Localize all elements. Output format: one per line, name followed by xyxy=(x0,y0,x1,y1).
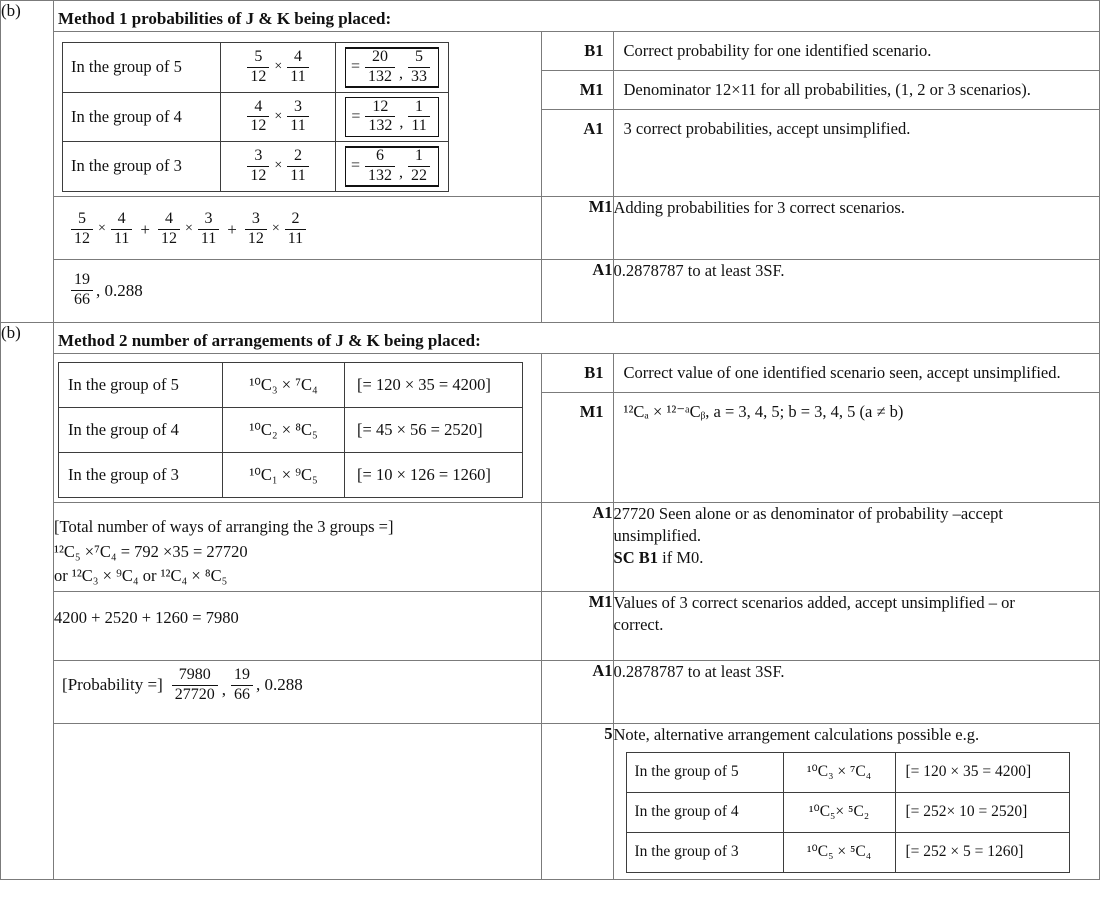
times-icon: × xyxy=(274,158,283,174)
denominator: 132 xyxy=(365,67,395,86)
mark-note: Correct probability for one identified scenario. xyxy=(614,32,1099,71)
group-label: In the group of 4 xyxy=(59,407,223,452)
comma: , xyxy=(399,163,404,181)
table-row xyxy=(626,792,1069,832)
times-icon: × xyxy=(274,59,283,75)
combination-value: [= 45 × 56 = 2520] xyxy=(345,407,523,452)
probability-result xyxy=(336,142,449,192)
denominator: 12 xyxy=(247,116,269,135)
table-row xyxy=(1,353,1100,502)
method2-heading: Method 2 number of arrangements of J & K being placed: xyxy=(58,330,481,350)
denominator: 11 xyxy=(198,229,219,248)
arrangements-sum-expression: 4200 + 2520 + 1260 = 7980 xyxy=(54,607,239,627)
mark-code: B1 xyxy=(542,32,612,71)
numerator: 3 xyxy=(254,147,263,165)
total-line-2: ¹²C₅ ×⁷C₄ = 792 ×35 = 27720 xyxy=(54,541,248,561)
numerator: 2 xyxy=(291,209,300,227)
mark-note-line: 27720 Seen alone or as denominator of probability –accept xyxy=(613,503,1003,523)
method1-notes-column xyxy=(613,32,1099,197)
times-icon: × xyxy=(98,221,106,237)
alternative-arrangements-table xyxy=(626,752,1070,873)
comma: , xyxy=(221,680,226,700)
sc-b1-rest: if M0. xyxy=(658,548,704,567)
probability-result xyxy=(336,43,449,93)
table-row xyxy=(1,322,1100,353)
comma: , xyxy=(399,64,404,82)
combination-expression: ¹⁰C₂ × ⁸C₅ xyxy=(223,407,345,452)
probability-lead-label: [Probability =] xyxy=(62,675,163,695)
total-arrangements-expression xyxy=(54,515,541,589)
question-label-2: (b) xyxy=(1,322,54,879)
numerator: 1 xyxy=(415,147,424,165)
numerator: 1 xyxy=(415,97,424,115)
method1-sum-cell xyxy=(54,196,542,259)
combination-value: [= 120 × 35 = 4200] xyxy=(895,752,1069,792)
total-line-3: or ¹²C₃ × ⁹C₄ or ¹²C₄ × ⁸C₅ xyxy=(54,566,228,586)
combination-expression: ¹⁰C₃ × ⁷C₄ xyxy=(783,752,895,792)
mark-code: M1 xyxy=(542,591,613,660)
combination-value: [= 252 × 5 = 1260] xyxy=(895,832,1069,872)
method1-probability-table xyxy=(62,42,449,192)
denominator: 11 xyxy=(287,166,308,185)
method2-sum-cell xyxy=(54,591,542,660)
combination-value: [= 252× 10 = 2520] xyxy=(895,792,1069,832)
group-label: In the group of 4 xyxy=(63,92,221,142)
mark-code: M1 xyxy=(542,71,612,110)
combination-expression: ¹⁰C₃ × ⁷C₄ xyxy=(223,362,345,407)
table-row xyxy=(1,1,1100,32)
table-row xyxy=(626,752,1069,792)
mark-note-block xyxy=(613,591,1099,660)
table-row xyxy=(1,32,1100,197)
group-label: In the group of 3 xyxy=(59,452,223,497)
denominator: 11 xyxy=(287,67,308,86)
plus-sign: + xyxy=(140,219,150,239)
times-icon: × xyxy=(271,221,280,237)
probability-product xyxy=(221,43,336,93)
group-label: In the group of 5 xyxy=(63,43,221,93)
table-row xyxy=(1,502,1100,591)
mark-code: M1 xyxy=(579,401,604,421)
group-label: In the group of 3 xyxy=(63,142,221,192)
numerator: 4 xyxy=(117,209,126,227)
combination-expression: ¹⁰C₅ × ⁵C₄ xyxy=(783,832,895,872)
combination-value: [= 10 × 126 = 1260] xyxy=(345,452,523,497)
numerator: 7980 xyxy=(178,665,211,683)
denominator: 33 xyxy=(408,67,430,86)
numerator: 6 xyxy=(376,147,385,165)
table-row xyxy=(1,196,1100,259)
decimal-value: , 0.288 xyxy=(96,280,143,300)
denominator: 12 xyxy=(71,229,93,248)
mark-note-line: unsimplified. xyxy=(613,525,702,545)
denominator: 12 xyxy=(158,229,180,248)
method1-working-cell xyxy=(54,32,542,197)
mark-code: M1 xyxy=(542,196,613,259)
numerator: 4 xyxy=(293,48,302,65)
mark-note-line xyxy=(614,547,1099,569)
mark-note: 3 correct probabilities, accept unsimplified. xyxy=(623,119,911,138)
mark-note-line: Values of 3 correct scenarios added, accept unsimplified – or xyxy=(613,592,1015,612)
method2-heading-cell xyxy=(54,322,1100,353)
decimal-value: , 0.288 xyxy=(256,675,303,695)
method2-arrangements-table xyxy=(58,362,523,498)
method2-working-cell xyxy=(54,353,542,502)
numerator: 20 xyxy=(372,48,389,65)
denominator: 22 xyxy=(408,166,430,185)
mark-code: A1 xyxy=(542,660,613,723)
final-probability-expression xyxy=(54,661,541,704)
denominator: 12 xyxy=(247,166,269,185)
group-label: In the group of 5 xyxy=(626,752,783,792)
table-row xyxy=(59,362,523,407)
table-row xyxy=(63,92,449,142)
times-icon: × xyxy=(274,108,283,124)
mark-code: B1 xyxy=(542,354,612,393)
probability-result xyxy=(336,92,449,142)
mark-note: Correct value of one identified scenario seen, accept unsimplified. xyxy=(614,354,1099,393)
sc-b1-label: SC B1 xyxy=(613,548,658,567)
mark-code: A1 xyxy=(583,119,604,138)
total-mark-code: 5 xyxy=(542,723,613,879)
table-row xyxy=(1,660,1100,723)
combination-expression: ¹⁰C₁ × ⁹C₅ xyxy=(223,452,345,497)
mark-note: Adding probabilities for 3 correct scenarios. xyxy=(613,196,1099,259)
equals-sign: = xyxy=(351,157,361,175)
denominator: 11 xyxy=(287,116,308,135)
question-label-1: (b) xyxy=(1,1,54,323)
numerator: 3 xyxy=(251,209,260,227)
combination-value: [= 120 × 35 = 4200] xyxy=(345,362,523,407)
denominator: 132 xyxy=(365,166,395,185)
mark-note: ¹²Cₐ × ¹²⁻ᵃCᵦ, a = 3, 4, 5; b = 3, 4, 5 (a ≠ b) xyxy=(623,401,904,421)
numerator: 3 xyxy=(204,209,213,227)
alternative-note-cell xyxy=(613,723,1099,879)
mark-note: 0.2878787 to at least 3SF. xyxy=(613,259,1099,322)
numerator: 3 xyxy=(293,97,302,115)
denominator: 27720 xyxy=(172,685,218,704)
table-row xyxy=(1,259,1100,322)
alternative-note-text: Note, alternative arrangement calculations possible e.g. xyxy=(613,724,980,744)
times-icon: × xyxy=(184,221,193,237)
method2-probability-cell xyxy=(54,660,542,723)
method2-marks-column xyxy=(542,353,613,502)
comma: , xyxy=(399,114,404,132)
method1-marks-column xyxy=(542,32,613,197)
denominator: 132 xyxy=(365,116,395,135)
numerator: 19 xyxy=(234,665,250,683)
total-line-1: [Total number of ways of arranging the 3 groups =] xyxy=(54,516,394,536)
denominator: 66 xyxy=(231,685,253,704)
method1-answer-cell xyxy=(54,259,542,322)
probability-product xyxy=(221,92,336,142)
table-row xyxy=(63,43,449,93)
plus-sign: + xyxy=(227,219,237,239)
mark-code: A1 xyxy=(542,259,613,322)
mark-note: 0.2878787 to at least 3SF. xyxy=(613,660,1099,723)
table-row xyxy=(59,452,523,497)
numerator: 19 xyxy=(74,270,91,288)
numerator: 12 xyxy=(372,97,389,115)
mark-note-line: correct. xyxy=(613,614,664,634)
equals-sign: = xyxy=(351,107,361,125)
group-label: In the group of 4 xyxy=(626,792,783,832)
probability-product xyxy=(221,142,336,192)
table-row xyxy=(1,723,1100,879)
mark-note: Denominator 12×11 for all probabilities, (1, 2 or 3 scenarios). xyxy=(614,71,1099,110)
group-label: In the group of 5 xyxy=(59,362,223,407)
table-row xyxy=(63,142,449,192)
denominator: 11 xyxy=(408,116,429,135)
numerator: 5 xyxy=(254,48,263,65)
final-probability-answer xyxy=(54,260,541,309)
table-row xyxy=(626,832,1069,872)
empty-working-cell xyxy=(54,723,542,879)
probability-sum-expression xyxy=(54,197,541,248)
numerator: 5 xyxy=(78,209,87,227)
method2-notes-column xyxy=(613,353,1099,502)
denominator: 66 xyxy=(71,290,93,309)
denominator: 12 xyxy=(247,67,269,86)
mark-code: A1 xyxy=(542,502,613,591)
method1-heading-cell xyxy=(54,1,1100,32)
numerator: 5 xyxy=(415,48,424,65)
combination-expression: ¹⁰C₅× ⁵C₂ xyxy=(783,792,895,832)
method2-total-cell xyxy=(54,502,542,591)
denominator: 11 xyxy=(285,229,306,248)
group-label: In the group of 3 xyxy=(626,832,783,872)
numerator: 2 xyxy=(293,147,302,165)
table-row xyxy=(59,407,523,452)
mark-note-block xyxy=(613,502,1099,591)
denominator: 12 xyxy=(245,229,267,248)
table-row xyxy=(1,591,1100,660)
equals-sign: = xyxy=(351,58,361,76)
denominator: 11 xyxy=(111,229,132,248)
numerator: 4 xyxy=(254,97,263,115)
method1-heading: Method 1 probabilities of J & K being placed: xyxy=(58,9,392,28)
numerator: 4 xyxy=(164,209,173,227)
